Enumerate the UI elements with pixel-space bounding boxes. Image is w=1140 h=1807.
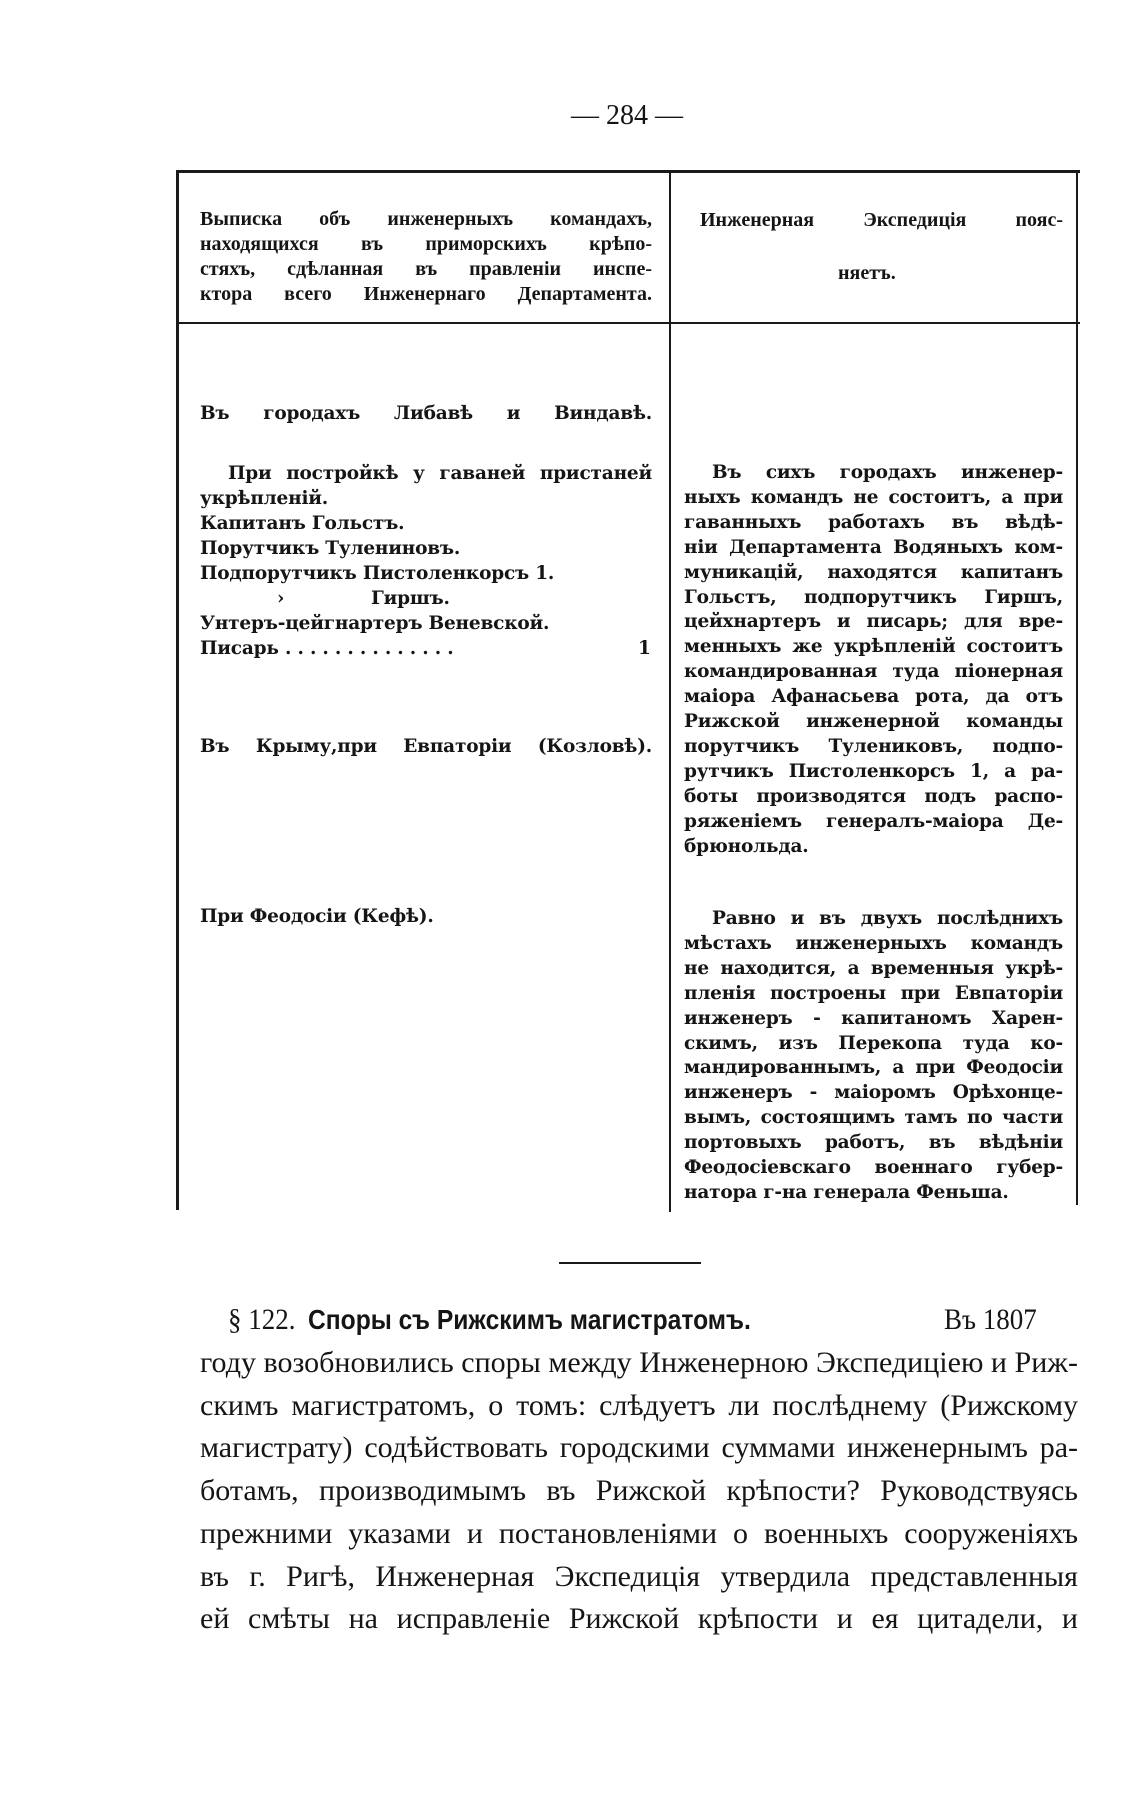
list-line: Унтеръ-цейгнартеръ Веневской.: [200, 613, 550, 634]
section-title: При Феодосіи (Кефѣ).: [200, 906, 434, 927]
list-count: 1: [638, 638, 651, 659]
body-text-line: магистрату) содѣйствовать городскими суммами инженернымъ ра-: [200, 1431, 1078, 1465]
explanation-line: Рижской инженерной команды: [684, 711, 1063, 732]
explanation-line: инженеръ - маіоромъ Орѣхонце-: [684, 1082, 1063, 1104]
header-left-line: стяхъ, сдѣланная въ правленіи инспе-: [200, 258, 652, 280]
explanation-line: муникацій, находятся капитанъ: [684, 561, 1063, 583]
table-right-border: [1076, 170, 1078, 1205]
list-line: укрѣпленій.: [200, 488, 329, 509]
table-left-border: [176, 170, 179, 1210]
header-left-line: Выписка объ инженерныхъ командахъ,: [200, 208, 652, 230]
section-number: § 122.: [228, 1303, 296, 1336]
explanation-line: командированная туда піонерная: [684, 661, 1063, 683]
explanation-line: брюнольда.: [684, 835, 809, 857]
explanation-line: рутчикъ Пистоленкорсъ 1, а ра-: [684, 760, 1063, 782]
list-line: Капитанъ Гольстъ.: [200, 513, 405, 534]
section-heading: Споры съ Рижскимъ магистратомъ.: [308, 1304, 751, 1335]
body-text-line: ботамъ, производимымъ въ Рижской крѣпости? Руководствуясь: [200, 1474, 1078, 1508]
explanation-line: Феодосіевскаго военнаго губер-: [684, 1157, 1063, 1178]
explanation-line: гаванныхъ работахъ въ вѣдѣ-: [684, 511, 1063, 533]
explanation-line: менныхъ же укрѣпленій состоитъ: [684, 636, 1063, 658]
explanation-line: мѣстахъ инженерныхъ командъ: [684, 932, 1063, 954]
section-title: Въ Крыму,при Евпаторіи (Козловѣ).: [200, 736, 652, 757]
explanation-line: скимъ, изъ Перекопа туда ко-: [684, 1032, 1063, 1054]
explanation-line: мандированнымъ, а при Феодосіи: [684, 1057, 1063, 1079]
ditto-mark: ›: [277, 588, 285, 609]
explanation-line: ныхъ командъ не состоитъ, а при: [684, 486, 1063, 508]
body-text-line: скимъ магистратомъ, о томъ: слѣдуетъ ли послѣднему (Рижскому: [200, 1388, 1078, 1422]
table-column-divider: [669, 170, 671, 1212]
list-line: Подпорутчикъ Пистоленкорсъ 1.: [200, 563, 555, 584]
body-text-line: въ г. Ригѣ, Инженерная Экспедиція утвердила представленныя: [200, 1559, 1078, 1593]
explanation-line: боты производятся подъ распо-: [684, 785, 1063, 807]
explanation-line: Въ сихъ городахъ инженер-: [712, 462, 1063, 483]
section-title: Въ городахъ Либавѣ и Виндавѣ.: [200, 403, 652, 424]
explanation-line: инженеръ - капитаномъ Харен-: [684, 1007, 1063, 1029]
explanation-line: порутчикъ Тулениковъ, подпо-: [684, 735, 1063, 757]
explanation-line: цейхнартеръ и писарь; для вре-: [684, 611, 1063, 633]
explanation-line: вымъ, состоящимъ тамъ по части: [684, 1107, 1063, 1129]
table-header-divider: [176, 322, 1080, 324]
page-number: — 284 —: [571, 100, 683, 131]
explanation-line: пленія построены при Евпаторіи: [684, 982, 1063, 1004]
explanation-line: ряженіемъ генералъ-маіора Де-: [684, 810, 1063, 832]
header-left-line: находящихся въ приморскихъ крѣпо-: [200, 233, 652, 255]
explanation-line: маіора Афанасьева рота, да отъ: [684, 686, 1063, 708]
body-text-line: прежними указами и постановленіями о военныхъ сооруженіяхъ: [200, 1516, 1078, 1550]
list-line: Порутчикъ Тулениновъ.: [200, 538, 461, 559]
explanation-line: натора г-на генерала Феньша.: [684, 1181, 1009, 1203]
header-left-line: ктора всего Инженернаго Департамента.: [200, 283, 652, 305]
header-right-line: Инженерная Экспедиція пояс-: [700, 209, 1063, 231]
explanation-line: не находится, а временныя укрѣ-: [684, 957, 1063, 979]
section-heading-rest: Въ 1807: [944, 1303, 1037, 1336]
body-text-line: ей смѣты на исправленіе Рижской крѣпости и ея цитадели, и: [200, 1602, 1078, 1636]
explanation-line: портовыхъ работъ, въ вѣдѣніи: [684, 1132, 1063, 1154]
table-top-border: [176, 170, 1080, 173]
list-line: Гиршъ.: [371, 588, 450, 609]
header-right-line: няетъ.: [838, 262, 896, 284]
explanation-line: Равно и въ двухъ послѣднихъ: [712, 908, 1063, 929]
section-separator: [559, 1262, 701, 1264]
explanation-line: ніи Департамента Водяныхъ ком-: [684, 536, 1063, 558]
list-line: При постройкѣ у гаваней пристаней: [228, 463, 652, 484]
list-line: Писарь . . . . . . . . . . . . . .: [200, 638, 454, 659]
explanation-line: Гольстъ, подпорутчикъ Гиршъ,: [684, 586, 1063, 608]
body-text-line: году возобновились споры между Инженерною Экспедиціею и Риж-: [200, 1346, 1078, 1379]
